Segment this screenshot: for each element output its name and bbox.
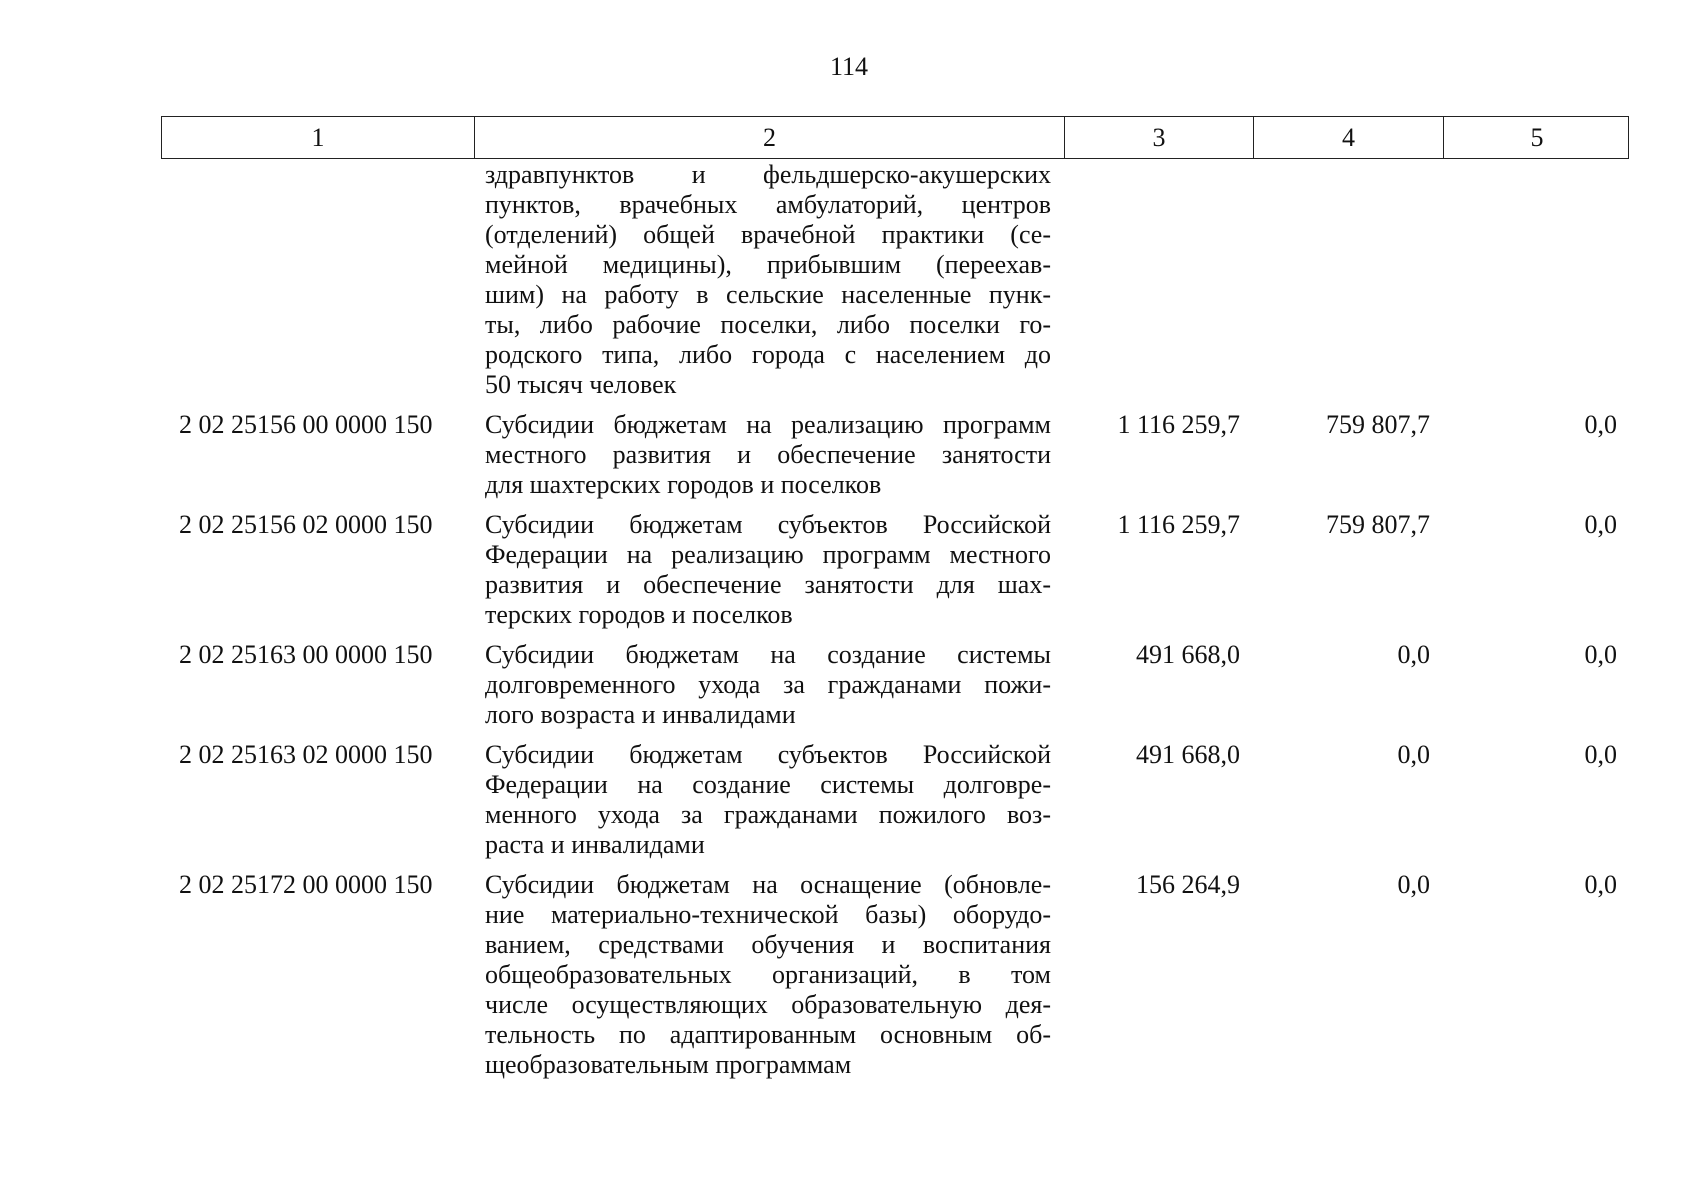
header-cell-2: 2 xyxy=(474,117,1064,158)
description-line: Субсидии бюджетам на создание системы xyxy=(485,640,1051,669)
row-value-3: 491 668,0 xyxy=(1136,640,1240,669)
row-value-4: 0,0 xyxy=(1397,640,1430,669)
description-line: щеобразовательным программам xyxy=(485,1050,852,1079)
description-line: общеобразовательных организаций, в том xyxy=(485,960,1051,989)
description-line: 50 тысяч человек xyxy=(485,370,677,399)
row-value-3: 156 264,9 xyxy=(1136,870,1240,899)
table-row xyxy=(161,410,1629,500)
table-row xyxy=(161,510,1629,630)
row-value-3: 1 116 259,7 xyxy=(1117,410,1240,439)
description-line: ванием, средствами обучения и воспитания xyxy=(485,930,1051,959)
row-value-3: 1 116 259,7 xyxy=(1117,510,1240,539)
table-row xyxy=(161,870,1629,1080)
description-line: Субсидии бюджетам субъектов Российской xyxy=(485,740,1051,769)
description-line: долговременного ухода за гражданами пожи- xyxy=(485,670,1051,699)
description-line: для шахтерских городов и поселков xyxy=(485,470,882,499)
table-row xyxy=(161,740,1629,860)
description-line: лого возраста и инвалидами xyxy=(485,700,796,729)
description-line: родского типа, либо города с населением до xyxy=(485,340,1051,369)
description-line: пунктов, врачебных амбулаторий, центров xyxy=(485,190,1051,219)
table-body xyxy=(161,160,1629,1090)
row-value-3 xyxy=(1063,160,1252,400)
row-description xyxy=(473,160,1063,400)
description-line: (отделений) общей врачебной практики (се- xyxy=(485,220,1051,249)
row-value-4 xyxy=(1252,160,1442,400)
row-code: 2 02 25172 00 0000 150 xyxy=(179,870,433,899)
row-description xyxy=(473,870,1063,1080)
row-code: 2 02 25156 00 0000 150 xyxy=(179,410,433,439)
row-code: 2 02 25156 02 0000 150 xyxy=(179,510,433,539)
description-line: шим) на работу в сельские населенные пунк- xyxy=(485,280,1051,309)
description-line: Субсидии бюджетам субъектов Российской xyxy=(485,510,1051,539)
row-code: 2 02 25163 00 0000 150 xyxy=(179,640,433,669)
description-line: тельность по адаптированным основным об- xyxy=(485,1020,1051,1049)
description-line: терских городов и поселков xyxy=(485,600,793,629)
header-cell-5: 5 xyxy=(1443,117,1630,158)
row-description xyxy=(473,410,1063,500)
description-line: Федерации на создание системы долговре- xyxy=(485,770,1051,799)
row-value-4: 0,0 xyxy=(1397,740,1430,769)
table-header xyxy=(161,116,1629,159)
description-line: менного ухода за гражданами пожилого воз- xyxy=(485,800,1051,829)
table-row xyxy=(161,160,1629,400)
description-line: развития и обеспечение занятости для шах- xyxy=(485,570,1051,599)
header-cell-4: 4 xyxy=(1253,117,1443,158)
description-line: здравпунктов и фельдшерско-акушерских xyxy=(485,160,1051,189)
row-value-5: 0,0 xyxy=(1584,410,1617,439)
page-number: 114 xyxy=(829,52,869,81)
row-code: 2 02 25163 02 0000 150 xyxy=(179,740,433,769)
row-description xyxy=(473,640,1063,730)
description-line: ты, либо рабочие поселки, либо поселки го- xyxy=(485,310,1051,339)
description-line: местного развития и обеспечение занятости xyxy=(485,440,1051,469)
row-code xyxy=(161,160,473,400)
description-line: Федерации на реализацию программ местного xyxy=(485,540,1051,569)
row-value-4: 759 807,7 xyxy=(1326,410,1430,439)
header-cell-3: 3 xyxy=(1064,117,1253,158)
row-description xyxy=(473,740,1063,860)
table-row xyxy=(161,640,1629,730)
row-value-4: 759 807,7 xyxy=(1326,510,1430,539)
header-cell-1: 1 xyxy=(311,122,325,152)
description-line: числе осуществляющих образовательную дея- xyxy=(485,990,1051,1019)
description-line: мейной медицины), прибывшим (переехав- xyxy=(485,250,1051,279)
description-line: раста и инвалидами xyxy=(485,830,705,859)
row-value-5: 0,0 xyxy=(1584,870,1617,899)
row-value-5 xyxy=(1442,160,1629,400)
row-value-5: 0,0 xyxy=(1584,740,1617,769)
description-line: Субсидии бюджетам на оснащение (обновле- xyxy=(485,870,1051,899)
row-value-5: 0,0 xyxy=(1584,510,1617,539)
row-value-3: 491 668,0 xyxy=(1136,740,1240,769)
row-value-4: 0,0 xyxy=(1397,870,1430,899)
description-line: Субсидии бюджетам на реализацию программ xyxy=(485,410,1051,439)
row-value-5: 0,0 xyxy=(1584,640,1617,669)
description-line: ние материально-технической базы) оборудо- xyxy=(485,900,1051,929)
row-description xyxy=(473,510,1063,630)
